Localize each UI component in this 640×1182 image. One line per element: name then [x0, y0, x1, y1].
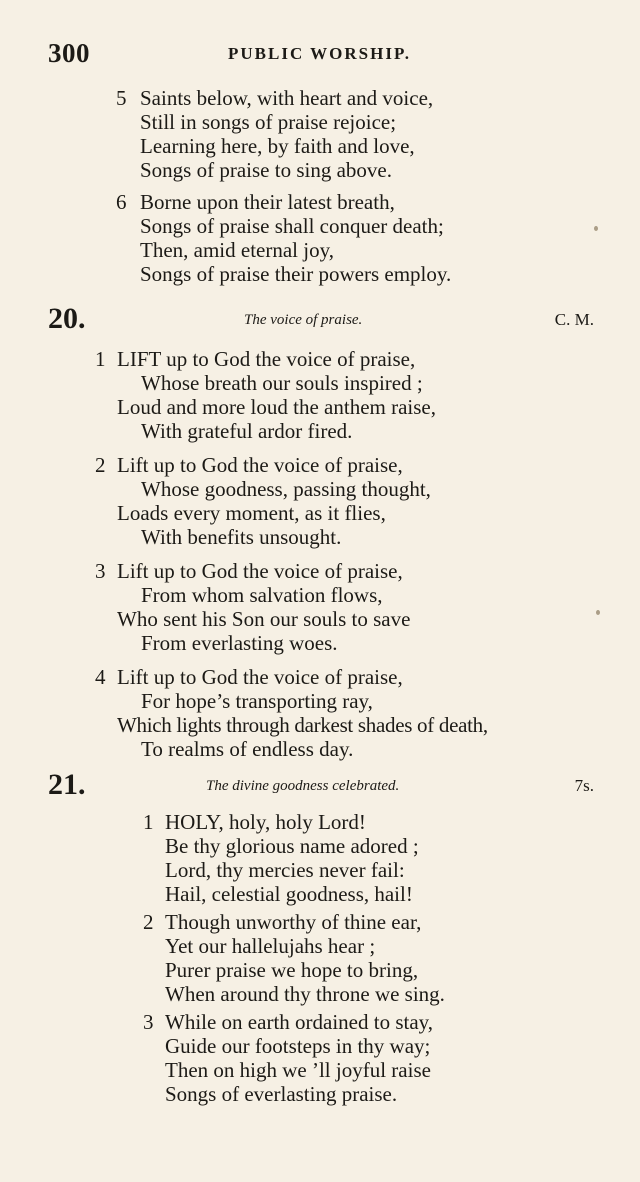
verse-line: Lift up to God the voice of praise, [117, 453, 403, 477]
verse-number: 3 [143, 1010, 154, 1034]
hymn-20-heading [48, 302, 594, 338]
verse-line: Songs of praise their powers employ. [140, 262, 452, 286]
verse-line: Loud and more loud the anthem raise, [117, 395, 436, 419]
verse-line: Lift up to God the voice of praise, [117, 665, 403, 689]
verse-line: Lift up to God the voice of praise, [117, 559, 403, 583]
verse-line: To realms of endless day. [141, 737, 354, 761]
hymn-number: 21. [48, 768, 86, 801]
verse-line: Which lights through darkest shades of death, [117, 713, 488, 737]
verse-number: 1 [143, 810, 154, 834]
verse-line: Who sent his Son our souls to save [117, 607, 411, 631]
verse-line: Borne upon their latest breath, [140, 190, 395, 214]
hymn-title: The divine goodness celebrated. [206, 778, 400, 794]
verse-line: Yet our hallelujahs hear ; [165, 934, 376, 958]
hymn-meter: C. M. [554, 310, 594, 329]
running-title: PUBLIC WORSHIP. [228, 44, 412, 63]
verse-line: From everlasting woes. [141, 631, 338, 655]
verse-line: For hope’s transporting ray, [141, 689, 373, 713]
verse-line: Then on high we ’ll joyful raise [165, 1058, 431, 1082]
verse-line: LIFT up to God the voice of praise, [117, 347, 416, 371]
verse-line: Songs of praise shall conquer death; [140, 214, 444, 238]
verse-line: Songs of everlasting praise. [165, 1082, 398, 1106]
verse-line: Be thy glorious name adored ; [165, 834, 419, 858]
verse-line: Lord, thy mercies never fail: [165, 858, 405, 882]
verse-line: With benefits unsought. [141, 525, 342, 549]
verse-line: Learning here, by faith and love, [140, 134, 415, 158]
verse-line: While on earth ordained to stay, [165, 1010, 434, 1034]
verse-line: Whose breath our souls inspired ; [141, 371, 423, 395]
page-header [48, 38, 600, 72]
hymn-number: 20. [48, 302, 86, 335]
verse-line: When around thy throne we sing. [165, 982, 445, 1006]
paper-speck [594, 226, 598, 231]
verse-line: Loads every moment, as it flies, [117, 501, 386, 525]
verse-line: Songs of praise to sing above. [140, 158, 392, 182]
verse-line: Still in songs of praise rejoice; [140, 110, 397, 134]
verse-line: Saints below, with heart and voice, [140, 86, 434, 110]
verse-number: 6 [116, 190, 127, 214]
verse-line: Whose goodness, passing thought, [141, 477, 431, 501]
verse-line: Hail, celestial goodness, hail! [165, 882, 413, 906]
verse-line: From whom salvation flows, [141, 583, 383, 607]
verse-line: HOLY, holy, holy Lord! [165, 810, 366, 834]
verse-number: 3 [95, 559, 106, 583]
verse-line: Then, amid eternal joy, [140, 238, 334, 262]
verse-number: 2 [143, 910, 154, 934]
verse-number: 2 [95, 453, 106, 477]
paper-speck [596, 610, 600, 615]
hymn-21-heading [48, 768, 594, 804]
verse-number: 1 [95, 347, 106, 371]
verse-line: Guide our footsteps in thy way; [165, 1034, 431, 1058]
hymn-meter: 7s. [574, 776, 594, 795]
verse-number: 5 [116, 86, 127, 110]
hymn-title: The voice of praise. [244, 312, 363, 328]
verse-line: Though unworthy of thine ear, [165, 910, 422, 934]
verse-line: With grateful ardor fired. [141, 419, 353, 443]
verse-line: Purer praise we hope to bring, [165, 958, 419, 982]
verse-number: 4 [95, 665, 106, 689]
page-number: 300 [48, 38, 90, 68]
